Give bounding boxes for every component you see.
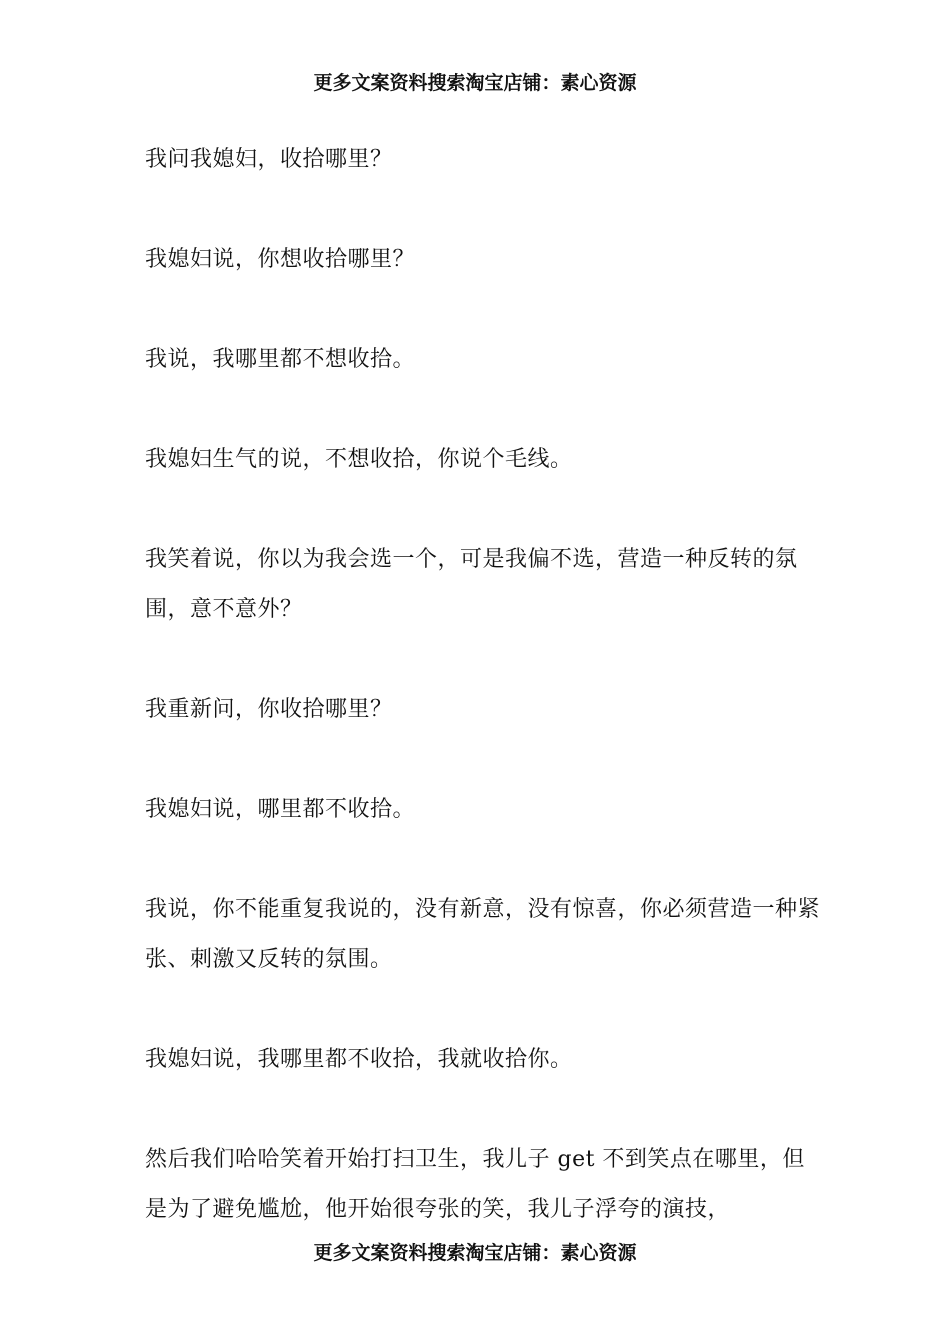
- page-header: 更多文案资料搜索淘宝店铺：素心资源: [313, 72, 637, 94]
- paragraph: 我笑着说，你以为我会选一个，可是我偏不选，营造一种反转的氛围，意不意外？: [145, 547, 798, 622]
- paragraph: 我媳妇生气的说，不想收拾，你说个毛线。: [145, 447, 573, 472]
- paragraph: 我说，你不能重复我说的，没有新意，没有惊喜，你必须营造一种紧张、刺激又反转的氛围。: [145, 897, 821, 972]
- paragraph: 我重新问，你收拾哪里？: [145, 697, 393, 722]
- paragraph: 我媳妇说，哪里都不收拾。: [145, 797, 416, 822]
- paragraph: 我问我媳妇，收拾哪里？: [145, 147, 393, 172]
- paragraph: 我媳妇说，我哪里都不收拾，我就收拾你。: [145, 1047, 573, 1072]
- page-footer: 更多文案资料搜索淘宝店铺：素心资源: [313, 1242, 637, 1264]
- paragraph: 然后我们哈哈笑着开始打扫卫生，我儿子 get 不到笑点在哪里，但是为了避免尴尬，他开始很夸张的笑，我儿子浮夸的演技，: [145, 1147, 805, 1222]
- paragraph: 我媳妇说，你想收拾哪里？: [145, 247, 416, 272]
- document-body: [145, 135, 825, 1235]
- paragraph: 我说，我哪里都不想收拾。: [145, 347, 416, 372]
